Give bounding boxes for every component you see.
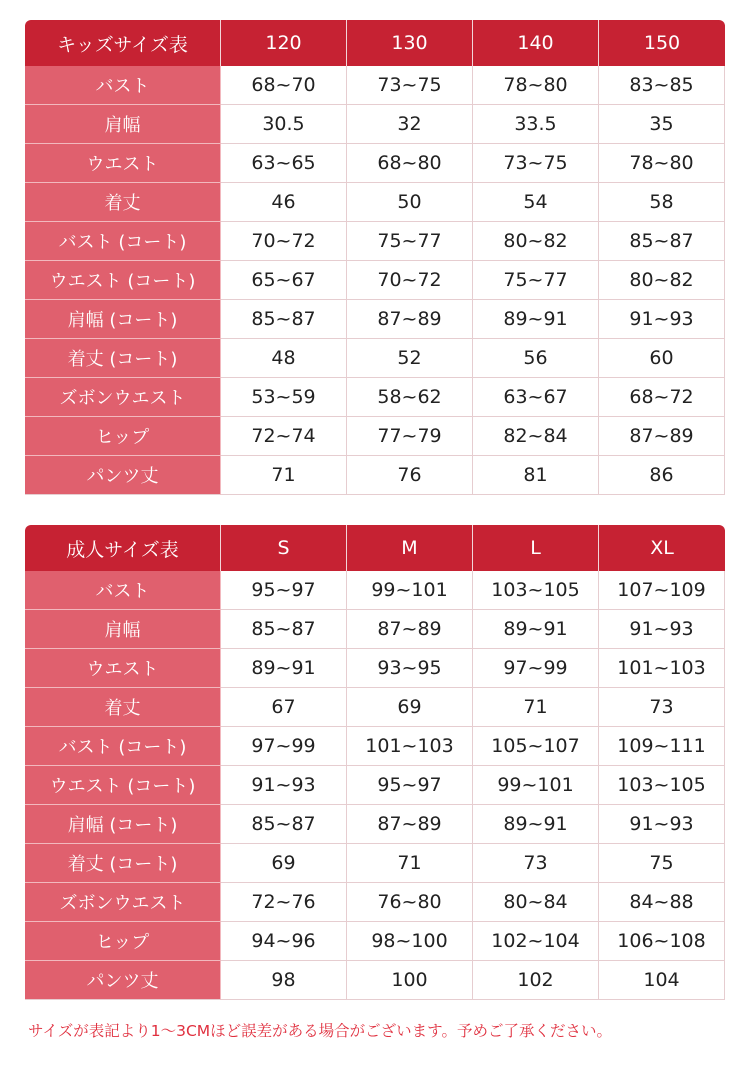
size-value: 103~105 — [473, 571, 599, 610]
size-value: 30.5 — [221, 105, 347, 144]
size-value: 63~65 — [221, 144, 347, 183]
size-value: 46 — [221, 183, 347, 222]
size-value: 70~72 — [347, 261, 473, 300]
size-value: 56 — [473, 339, 599, 378]
table-row — [25, 571, 725, 610]
row-label: ウエスト (コート) — [25, 766, 221, 805]
size-value: 68~70 — [221, 66, 347, 105]
size-value: 67 — [221, 688, 347, 727]
size-value: 84~88 — [599, 883, 725, 922]
table-row — [25, 105, 725, 144]
size-value: 78~80 — [599, 144, 725, 183]
size-value: 98~100 — [347, 922, 473, 961]
row-label: 着丈 — [25, 183, 221, 222]
size-value: 75~77 — [473, 261, 599, 300]
size-header: 120 — [221, 20, 347, 66]
kids-size-table — [25, 20, 725, 495]
row-label: パンツ丈 — [25, 961, 221, 1000]
size-value: 106~108 — [599, 922, 725, 961]
size-value: 52 — [347, 339, 473, 378]
size-value: 89~91 — [473, 805, 599, 844]
row-label: バスト — [25, 571, 221, 610]
table-row — [25, 649, 725, 688]
size-value: 33.5 — [473, 105, 599, 144]
table-row — [25, 844, 725, 883]
table-row — [25, 766, 725, 805]
size-header: 150 — [599, 20, 725, 66]
size-value: 87~89 — [347, 610, 473, 649]
size-value: 95~97 — [221, 571, 347, 610]
size-value: 87~89 — [599, 417, 725, 456]
row-label: 着丈 (コート) — [25, 339, 221, 378]
table-row — [25, 688, 725, 727]
size-value: 100 — [347, 961, 473, 1000]
table-row — [25, 261, 725, 300]
size-value: 72~76 — [221, 883, 347, 922]
size-value: 99~101 — [473, 766, 599, 805]
size-value: 35 — [599, 105, 725, 144]
size-value: 70~72 — [221, 222, 347, 261]
table-row — [25, 222, 725, 261]
row-label: バスト (コート) — [25, 222, 221, 261]
size-value: 85~87 — [221, 805, 347, 844]
size-value: 107~109 — [599, 571, 725, 610]
size-value: 71 — [221, 456, 347, 495]
size-value: 73~75 — [473, 144, 599, 183]
size-value: 85~87 — [599, 222, 725, 261]
size-value: 89~91 — [221, 649, 347, 688]
table-row — [25, 378, 725, 417]
row-label: ヒップ — [25, 417, 221, 456]
table-row — [25, 300, 725, 339]
size-header: L — [473, 525, 599, 571]
size-value: 68~72 — [599, 378, 725, 417]
size-value: 80~84 — [473, 883, 599, 922]
size-value: 78~80 — [473, 66, 599, 105]
size-value: 60 — [599, 339, 725, 378]
size-value: 97~99 — [221, 727, 347, 766]
row-label: 肩幅 (コート) — [25, 805, 221, 844]
size-value: 102~104 — [473, 922, 599, 961]
table-title: 成人サイズ表 — [25, 525, 221, 571]
row-label: ズボンウエスト — [25, 378, 221, 417]
size-value: 99~101 — [347, 571, 473, 610]
size-value: 73~75 — [347, 66, 473, 105]
size-value: 81 — [473, 456, 599, 495]
size-value: 77~79 — [347, 417, 473, 456]
size-value: 76 — [347, 456, 473, 495]
table-row — [25, 883, 725, 922]
row-label: ウエスト — [25, 649, 221, 688]
table-row — [25, 961, 725, 1000]
size-value: 65~67 — [221, 261, 347, 300]
size-value: 103~105 — [599, 766, 725, 805]
size-value: 91~93 — [599, 610, 725, 649]
size-value: 69 — [347, 688, 473, 727]
row-label: ウエスト (コート) — [25, 261, 221, 300]
size-value: 32 — [347, 105, 473, 144]
size-value: 50 — [347, 183, 473, 222]
row-label: ウエスト — [25, 144, 221, 183]
size-value: 71 — [347, 844, 473, 883]
size-header: 130 — [347, 20, 473, 66]
row-label: ヒップ — [25, 922, 221, 961]
size-value: 71 — [473, 688, 599, 727]
size-value: 105~107 — [473, 727, 599, 766]
size-value: 54 — [473, 183, 599, 222]
size-value: 102 — [473, 961, 599, 1000]
size-value: 69 — [221, 844, 347, 883]
row-label: 肩幅 — [25, 105, 221, 144]
size-value: 58~62 — [347, 378, 473, 417]
size-value: 87~89 — [347, 300, 473, 339]
table-row — [25, 805, 725, 844]
size-value: 53~59 — [221, 378, 347, 417]
row-label: 着丈 — [25, 688, 221, 727]
row-label: パンツ丈 — [25, 456, 221, 495]
table-row — [25, 922, 725, 961]
size-value: 75~77 — [347, 222, 473, 261]
table-row — [25, 417, 725, 456]
size-value: 87~89 — [347, 805, 473, 844]
table-row — [25, 183, 725, 222]
table-row — [25, 66, 725, 105]
header-row — [25, 525, 725, 571]
table-row — [25, 144, 725, 183]
table-title: キッズサイズ表 — [25, 20, 221, 66]
size-value: 101~103 — [347, 727, 473, 766]
size-value: 94~96 — [221, 922, 347, 961]
size-value: 91~93 — [599, 805, 725, 844]
size-value: 58 — [599, 183, 725, 222]
size-value: 68~80 — [347, 144, 473, 183]
size-value: 91~93 — [599, 300, 725, 339]
size-header: 140 — [473, 20, 599, 66]
size-value: 101~103 — [599, 649, 725, 688]
size-value: 82~84 — [473, 417, 599, 456]
size-value: 93~95 — [347, 649, 473, 688]
adult-size-table — [25, 525, 725, 1000]
table-row — [25, 456, 725, 495]
size-value: 80~82 — [599, 261, 725, 300]
table-row — [25, 339, 725, 378]
size-value: 98 — [221, 961, 347, 1000]
size-header: M — [347, 525, 473, 571]
size-value: 85~87 — [221, 300, 347, 339]
size-value: 73 — [599, 688, 725, 727]
row-label: 肩幅 (コート) — [25, 300, 221, 339]
table-row — [25, 727, 725, 766]
size-value: 75 — [599, 844, 725, 883]
size-value: 63~67 — [473, 378, 599, 417]
size-value: 83~85 — [599, 66, 725, 105]
size-value: 72~74 — [221, 417, 347, 456]
row-label: バスト (コート) — [25, 727, 221, 766]
row-label: 肩幅 — [25, 610, 221, 649]
size-value: 91~93 — [221, 766, 347, 805]
size-note: サイズが表記より1～3CMほど誤差がある場合がございます。予めご了承ください。 — [28, 1022, 612, 1040]
row-label: バスト — [25, 66, 221, 105]
size-value: 80~82 — [473, 222, 599, 261]
size-value: 86 — [599, 456, 725, 495]
size-value: 85~87 — [221, 610, 347, 649]
size-value: 109~111 — [599, 727, 725, 766]
size-value: 76~80 — [347, 883, 473, 922]
row-label: ズボンウエスト — [25, 883, 221, 922]
table-row — [25, 610, 725, 649]
size-value: 97~99 — [473, 649, 599, 688]
size-value: 73 — [473, 844, 599, 883]
size-header: XL — [599, 525, 725, 571]
size-value: 48 — [221, 339, 347, 378]
header-row — [25, 20, 725, 66]
size-value: 104 — [599, 961, 725, 1000]
size-value: 95~97 — [347, 766, 473, 805]
row-label: 着丈 (コート) — [25, 844, 221, 883]
size-header: S — [221, 525, 347, 571]
size-value: 89~91 — [473, 300, 599, 339]
size-value: 89~91 — [473, 610, 599, 649]
